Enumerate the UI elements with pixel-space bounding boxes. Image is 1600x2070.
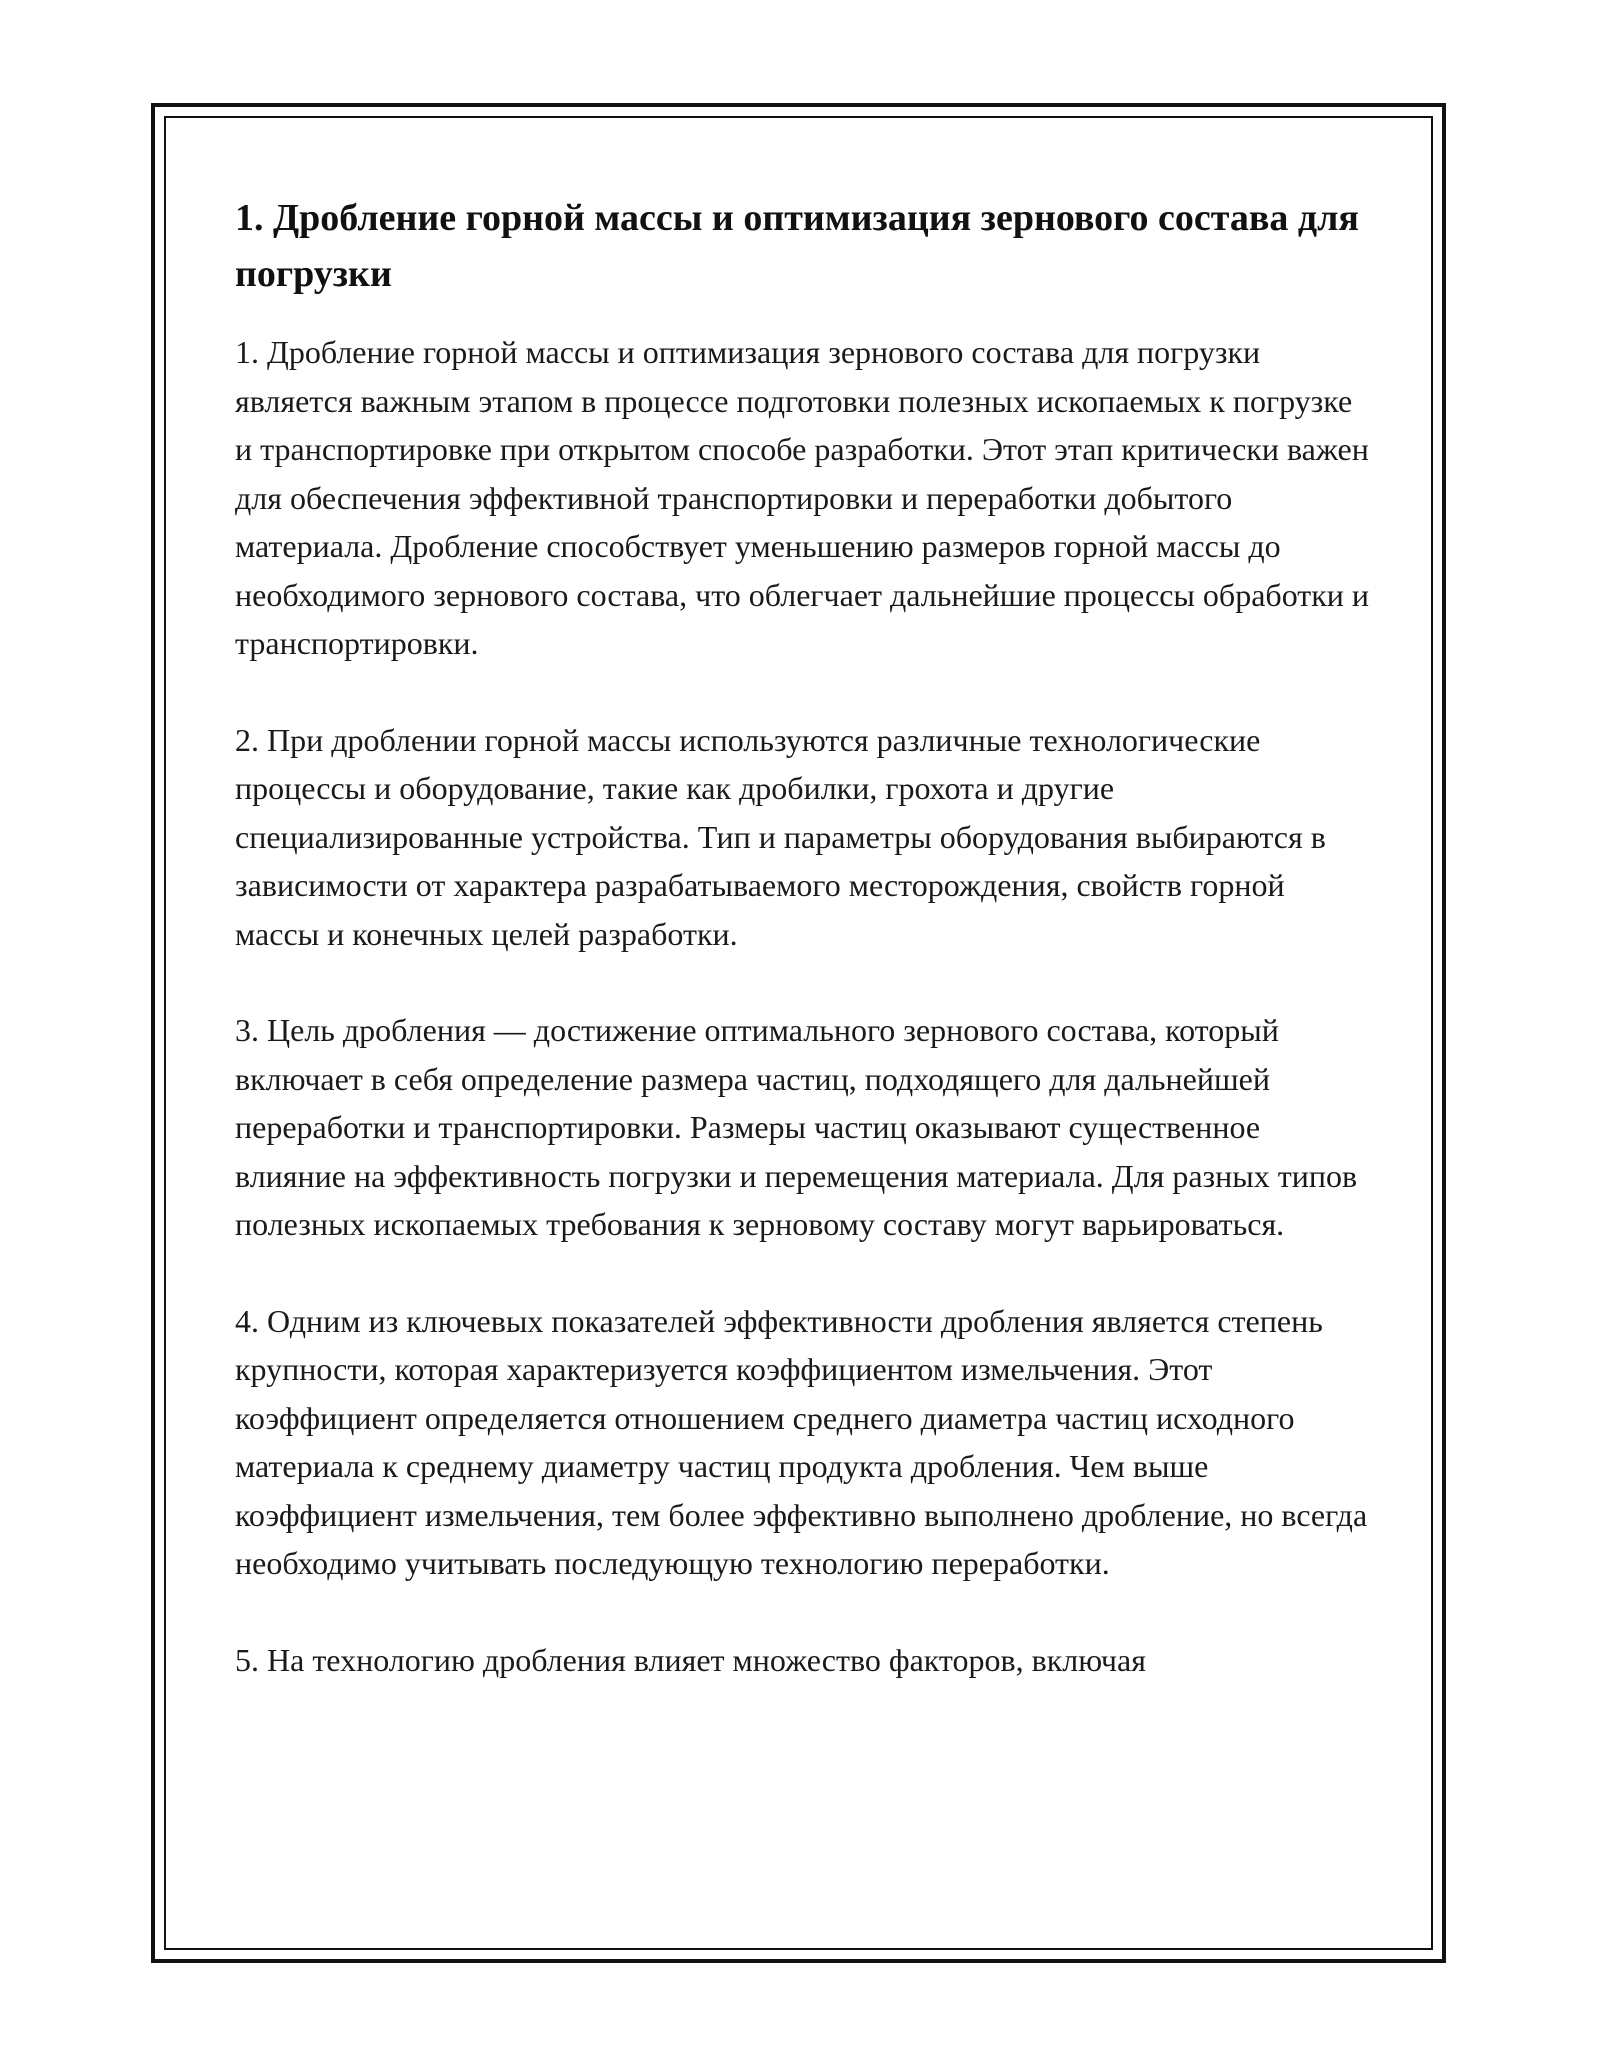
document-body: [235, 190, 1375, 1732]
paragraph-4: 4. Одним из ключевых показателей эффективности дробления является степень крупности, которая характеризуется коэффициентом измельчения. Этот коэффициент определяется отношением среднего диаметра частиц исходного материала к среднему диаметру частиц продукта дробления. Чем выше коэффициент измельчения, тем более эффективно выполнено дробление, но всегда необходимо учитывать последующую технологию переработки.: [235, 1302, 1368, 1581]
paragraph-5: 5. На технологию дробления влияет множество факторов, включая: [235, 1641, 1146, 1678]
paragraph-2: 2. При дроблении горной массы используются различные технологические процессы и оборудование, такие как дробилки, грохота и другие специализированные устройства. Тип и параметры оборудования выбираются в зависимости от характера разрабатываемого месторождения, свойств горной массы и конечных целей разработки.: [235, 721, 1326, 952]
paragraph-1: 1. Дробление горной массы и оптимизация зернового состава для погрузки является важным этапом в процессе подготовки полезных ископаемых к погрузке и транспортировке при открытом способе разработки. Этот этап критически важен для обеспечения эффективной транспортировки и переработки добытого материала. Дробление способствует уменьшению размеров горной массы до необходимого зернового состава, что облегчает дальнейшие процессы обработки и транспортировки.: [235, 334, 1370, 661]
section-heading: 1. Дробление горной массы и оптимизация зернового состава для погрузки: [235, 197, 1359, 295]
paragraph-3: 3. Цель дробления — достижение оптимального зернового состава, который включает в себя определение размера частиц, подходящего для дальнейшей переработки и транспортировки. Размеры частиц оказывают существенное влияние на эффективность погрузки и перемещения материала. Для разных типов полезных ископаемых требования к зерновому составу могут варьироваться.: [235, 1012, 1358, 1242]
